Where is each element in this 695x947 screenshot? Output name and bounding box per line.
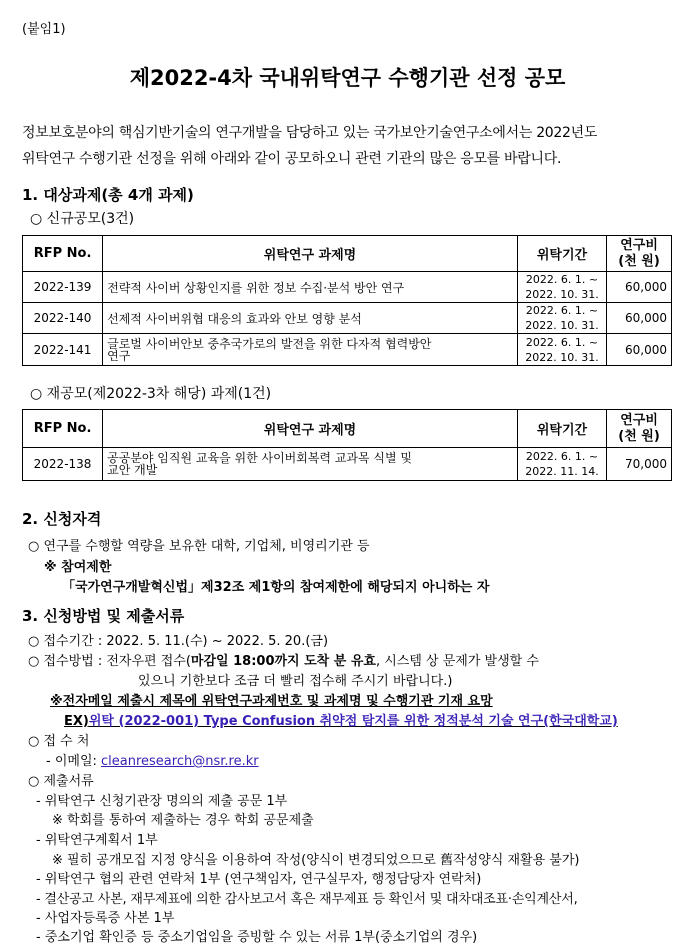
application-method-line2: 있으니 기한보다 조금 더 빨리 접수해 주시기 바랍니다.) [138,674,453,689]
task-period: 2022. 6. 1. ~ 2022. 10. 31. [517,303,606,334]
application-period: ○ 접수기간 : 2022. 5. 11.(수) ~ 2022. 5. 20.(금) [28,634,329,649]
document-item: - 사업자등록증 사본 1부 [36,911,175,926]
task-cost: 60,000 [607,303,672,334]
task-period: 2022. 6. 1. ~ 2022. 10. 31. [517,334,606,366]
task-cost: 70,000 [607,448,672,481]
attachment-label: (붙임1) [22,22,66,37]
task-period: 2022. 6. 1. ~ 2022. 10. 31. [517,272,606,303]
new-tasks-table [22,235,672,366]
document-item: - 위탁연구 협의 관련 연락처 1부 (연구책임자, 연구실무자, 행정담당자 연락처) [36,872,482,887]
header-task: 위탁연구 과제명 [103,410,518,448]
header-cost: 연구비 (천 원) [607,236,672,272]
rfp-number: 2022-140 [23,303,103,334]
intro-line-2: 위탁연구 수행기관 선정을 위해 아래와 같이 공모하오니 관련 기관의 많은 응모를 바랍니다. [22,151,562,167]
receiver-label: ○ 접 수 처 [28,734,90,749]
section3-heading: 3. 신청방법 및 제출서류 [22,607,185,625]
email-line: - 이메일: cleanresearch@nsr.re.kr [46,754,259,769]
header-rfp: RFP No. [23,410,103,448]
task-period: 2022. 6. 1. ~ 2022. 11. 14. [517,448,606,481]
application-method: ○ 접수방법 : 전자우편 접수(마감일 18:00까지 도착 분 유효, 시스템 상 문제가 발생할 수 [28,654,539,669]
new-call-label: ○ 신규공모(3건) [30,211,135,227]
restriction-body: 「국가연구개발혁신법」제32조 제1항의 참여제한에 해당되지 아니하는 자 [62,580,490,595]
task-name: 글로벌 사이버안보 중추국가로의 발전을 위한 다자적 협력방안 연구 [103,334,518,366]
header-period: 위탁기간 [517,410,606,448]
table-row [23,334,672,366]
task-name: 선제적 사이버위협 대응의 효과와 안보 영향 분석 [103,303,518,334]
recall-tasks-table [22,409,672,481]
eligibility-item: ○ 연구를 수행할 역량을 보유한 대학, 기업체, 비영리기관 등 [28,539,370,554]
header-period: 위탁기간 [517,236,606,272]
document-item: - 위탁연구계획서 1부 [36,833,158,848]
task-cost: 60,000 [607,334,672,366]
task-name: 전략적 사이버 상황인지를 위한 정보 수집·분석 방안 연구 [103,272,518,303]
table-row [23,303,672,334]
email-link[interactable]: cleanresearch@nsr.re.kr [101,754,259,769]
document-note: ※ 필히 공개모집 지정 양식을 이용하여 작성(양식이 변경되었으므로 舊작성양식 재활용 불가) [52,853,580,868]
header-rfp: RFP No. [23,236,103,272]
documents-label: ○ 제출서류 [28,774,94,789]
section2-heading: 2. 신청자격 [22,510,102,528]
intro-line-1: 정보보호분야의 핵심기반기술의 연구개발을 담당하고 있는 국가보안기술연구소에서는 2022년도 [22,125,598,141]
recall-label: ○ 재공모(제2022-3차 해당) 과제(1건) [30,386,272,402]
document-note: ※ 학회를 통하여 제출하는 경우 학회 공문제출 [52,813,314,828]
page-title: 제2022-4차 국내위탁연구 수행기관 선정 공모 [129,66,566,90]
table-row [23,272,672,303]
rfp-number: 2022-141 [23,334,103,366]
restriction-heading: ※ 참여제한 [44,560,112,575]
section1-heading: 1. 대상과제(총 4개 과제) [22,186,194,204]
email-subject-example: EX)위탁 (2022-001) Type Confusion 취약점 탐지를 위한 정적분석 기술 연구(한국대학교) [64,714,618,729]
task-cost: 60,000 [607,272,672,303]
document-item: - 중소기업 확인증 등 중소기업임을 증빙할 수 있는 서류 1부(중소기업의 경우) [36,930,478,945]
task-name: 공공분야 임직원 교육을 위한 사이버회복력 교과목 식별 및 교안 개발 [103,448,518,481]
table-row [23,448,672,481]
document-item: - 결산공고 사본, 재무제표에 의한 감사보고서 혹은 재무제표 등 확인서 및 대차대조표·손익계산서, [36,892,578,907]
rfp-number: 2022-139 [23,272,103,303]
document-item: - 위탁연구 신청기관장 명의의 제출 공문 1부 [36,794,288,809]
header-task: 위탁연구 과제명 [103,236,518,272]
email-subject-note: ※전자메일 제출시 제목에 위탁연구과제번호 및 과제명 및 수행기관 기재 요망 [50,694,493,709]
header-cost: 연구비 (천 원) [607,410,672,448]
rfp-number: 2022-138 [23,448,103,481]
